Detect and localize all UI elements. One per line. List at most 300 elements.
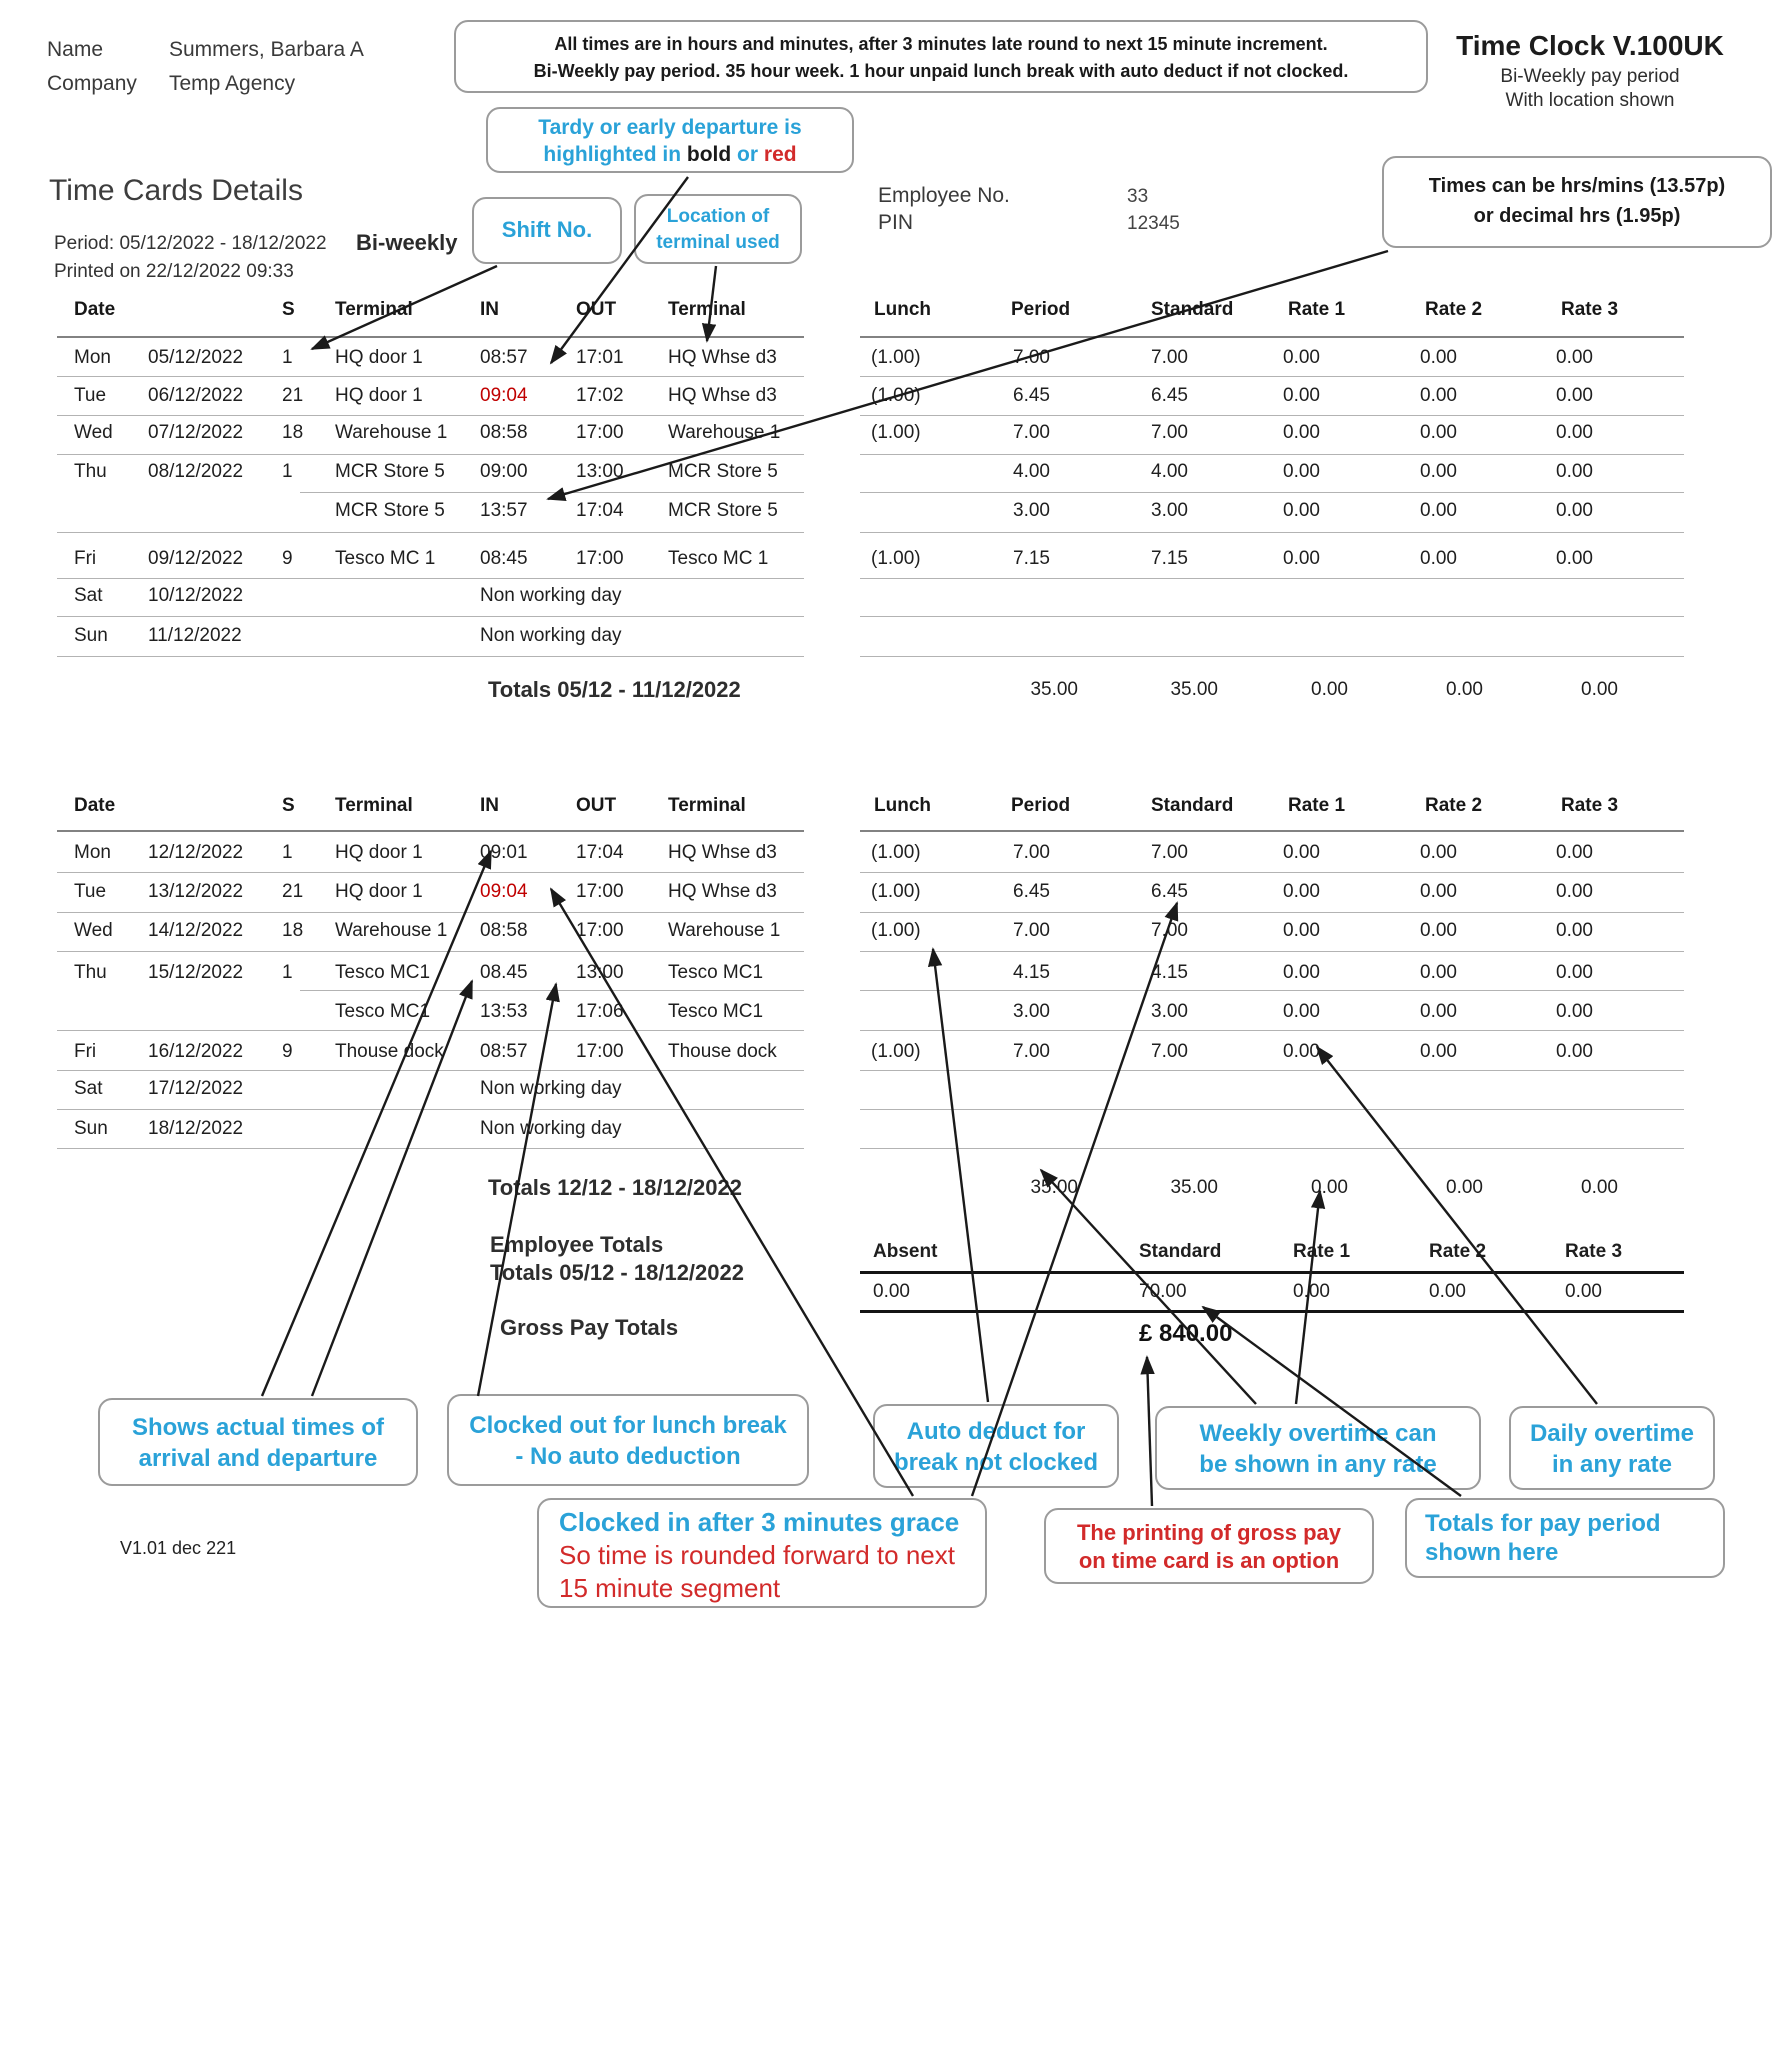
shift-cell: 18 (282, 920, 304, 941)
period-cell: 7.00 (1013, 920, 1050, 941)
table-row (0, 459, 1775, 485)
in-cell: 13:53 (480, 1001, 528, 1022)
rate2-cell: 0.00 (1420, 842, 1457, 863)
grace-callout (537, 1498, 987, 1608)
col-rate2: Rate 2 (1425, 795, 1483, 816)
table-row (0, 960, 1775, 986)
totals-rate3: 0.00 (1581, 1177, 1618, 1198)
in-cell-late: 09:04 (480, 385, 528, 406)
table-row (0, 879, 1775, 905)
period-cell: 7.00 (1013, 422, 1050, 443)
app-title: Time Clock V.100UK (1456, 30, 1724, 61)
col-in: IN (480, 795, 499, 816)
table-divider (860, 492, 1684, 493)
table-row (0, 840, 1775, 866)
times-format-line1: Times can be hrs/mins (13.57p) (1428, 175, 1726, 197)
table-divider (860, 578, 1684, 579)
company-label: Company (47, 72, 137, 95)
table-divider (57, 830, 804, 832)
standard-cell: 6.45 (1151, 881, 1188, 902)
col-s: S (282, 795, 295, 816)
tardy-callout (486, 107, 854, 173)
rate3-cell: 0.00 (1556, 422, 1593, 443)
table-row (0, 918, 1775, 944)
totals-standard: 35.00 (1170, 679, 1218, 700)
col-in: IN (480, 299, 499, 320)
terminal-cell: Thouse dock (335, 1041, 444, 1062)
out-cell: 17:01 (576, 347, 624, 368)
date-cell: 06/12/2022 (148, 385, 244, 406)
shift-cell: 1 (282, 842, 293, 863)
table-divider (860, 376, 1684, 377)
out-cell: 13:00 (576, 962, 624, 983)
rate1-cell: 0.00 (1283, 1041, 1320, 1062)
table-divider (57, 951, 804, 952)
pin-label: PIN (878, 211, 914, 234)
table-divider (860, 336, 1684, 338)
out-cell: 17:06 (576, 1001, 624, 1022)
terminal2-cell: Tesco MC1 (668, 1001, 764, 1022)
gross-print-callout (1044, 1508, 1374, 1584)
nonworking-note: Non working day (480, 1078, 622, 1099)
rate2-cell: 0.00 (1420, 1001, 1457, 1022)
date-cell: 13/12/2022 (148, 881, 244, 902)
terminal-cell: Warehouse 1 (335, 422, 448, 443)
week2-header-row (0, 793, 1775, 819)
rate1-col: Rate 1 (1293, 1241, 1351, 1262)
rate3-cell: 0.00 (1556, 842, 1593, 863)
standard-cell: 4.15 (1151, 962, 1188, 983)
rate1-cell: 0.00 (1283, 461, 1320, 482)
rate2-cell: 0.00 (1420, 881, 1457, 902)
week1-totals-row (0, 677, 1775, 703)
grace-line1: Clocked in after 3 minutes grace (559, 1507, 960, 1537)
rate3-cell: 0.00 (1556, 962, 1593, 983)
shift-cell: 9 (282, 548, 293, 569)
day-cell: Mon (74, 347, 111, 368)
col-out: OUT (576, 299, 617, 320)
table-divider (860, 1030, 1684, 1031)
day-cell: Mon (74, 842, 111, 863)
terminal-cell: Warehouse 1 (335, 920, 448, 941)
rate2-cell: 0.00 (1420, 962, 1457, 983)
location-line2: terminal used (656, 232, 780, 253)
totals-rule (860, 1271, 1684, 1274)
table-divider (860, 616, 1684, 617)
rate1-cell: 0.00 (1283, 962, 1320, 983)
in-cell: 08:57 (480, 347, 528, 368)
terminal2-cell: HQ Whse d3 (668, 385, 777, 406)
terminal-cell: HQ door 1 (335, 842, 423, 863)
table-divider (860, 532, 1684, 533)
rate2-col: Rate 2 (1429, 1241, 1487, 1262)
shift-cell: 1 (282, 347, 293, 368)
table-divider (860, 951, 1684, 952)
terminal-cell: Tesco MC1 (335, 1001, 431, 1022)
in-cell: 08:58 (480, 920, 528, 941)
terminal2-cell: HQ Whse d3 (668, 842, 777, 863)
lunch-cell: (1.00) (871, 1041, 921, 1062)
terminal-cell: HQ door 1 (335, 385, 423, 406)
rate2-value: 0.00 (1429, 1281, 1466, 1302)
col-period: Period (1011, 299, 1071, 320)
lunch-cell: (1.00) (871, 548, 921, 569)
period-cell: 7.00 (1013, 347, 1050, 368)
period-cell: 6.45 (1013, 385, 1050, 406)
nonworking-note: Non working day (480, 585, 622, 606)
in-cell: 13:57 (480, 500, 528, 521)
standard-cell: 7.00 (1151, 920, 1188, 941)
date-cell: 10/12/2022 (148, 585, 244, 606)
col-rate3: Rate 3 (1561, 795, 1619, 816)
date-cell: 05/12/2022 (148, 347, 244, 368)
table-divider (860, 872, 1684, 873)
totals-here-line2: shown here (1425, 1539, 1559, 1566)
table-row (0, 345, 1775, 371)
table-divider (57, 1148, 804, 1149)
table-divider (57, 1070, 804, 1071)
totals-rate2: 0.00 (1446, 679, 1483, 700)
terminal2-cell: Thouse dock (668, 1041, 777, 1062)
auto-deduct-line2: break not clocked (893, 1449, 1099, 1476)
col-date: Date (74, 795, 116, 816)
report-frequency: Bi-weekly (356, 230, 458, 255)
rate1-cell: 0.00 (1283, 422, 1320, 443)
totals-rate2: 0.00 (1446, 1177, 1483, 1198)
period-cell: 6.45 (1013, 881, 1050, 902)
report-printed: Printed on 22/12/2022 09:33 (54, 261, 294, 282)
table-divider (860, 454, 1684, 455)
col-rate3: Rate 3 (1561, 299, 1619, 320)
date-cell: 15/12/2022 (148, 962, 244, 983)
day-cell: Fri (74, 548, 97, 569)
table-divider (860, 1070, 1684, 1071)
table-divider (57, 1030, 804, 1031)
name-value: Summers, Barbara A (169, 38, 364, 61)
col-standard: Standard (1151, 299, 1234, 320)
table-divider (860, 830, 1684, 832)
table-row (0, 1039, 1775, 1065)
table-divider (860, 990, 1684, 991)
table-divider (57, 1109, 804, 1110)
totals-standard: 35.00 (1170, 1177, 1218, 1198)
terminal-cell: Tesco MC1 (335, 962, 431, 983)
gross-pay-totals-label: Gross Pay Totals (500, 1315, 679, 1340)
period-cell: 3.00 (1013, 500, 1050, 521)
actual-times-line1: Shows actual times of (131, 1414, 385, 1441)
terminal-cell: MCR Store 5 (335, 461, 445, 482)
rate1-cell: 0.00 (1283, 500, 1320, 521)
lunch-cell: (1.00) (871, 881, 921, 902)
rate1-cell: 0.00 (1283, 881, 1320, 902)
totals-period: 35.00 (1030, 1177, 1078, 1198)
table-divider (860, 656, 1684, 657)
in-cell: 09:01 (480, 842, 528, 863)
terminal2-cell: Warehouse 1 (668, 422, 781, 443)
col-rate1: Rate 1 (1288, 795, 1346, 816)
rate3-col: Rate 3 (1565, 1241, 1623, 1262)
location-callout (634, 194, 802, 264)
col-standard: Standard (1151, 795, 1234, 816)
rate3-cell: 0.00 (1556, 500, 1593, 521)
table-row-continuation (0, 999, 1775, 1025)
table-divider (57, 454, 804, 455)
in-cell: 08.45 (480, 962, 528, 983)
terminal-cell: MCR Store 5 (335, 500, 445, 521)
report-period: Period: 05/12/2022 - 18/12/2022 (54, 233, 327, 254)
tardy-prefix: highlighted in (543, 143, 687, 166)
lunch-cell: (1.00) (871, 347, 921, 368)
standard-value: 70.00 (1139, 1281, 1187, 1302)
table-row (0, 546, 1775, 572)
clocked-out-callout (447, 1394, 809, 1486)
table-row-continuation (0, 498, 1775, 524)
out-cell: 17:00 (576, 1041, 624, 1062)
day-cell: Sat (74, 1078, 103, 1099)
in-cell: 08:45 (480, 548, 528, 569)
rate2-cell: 0.00 (1420, 548, 1457, 569)
out-cell: 17:02 (576, 385, 624, 406)
col-rate1: Rate 1 (1288, 299, 1346, 320)
shift-cell: 21 (282, 385, 304, 406)
table-row (0, 420, 1775, 446)
totals-period: 35.00 (1030, 679, 1078, 700)
period-cell: 3.00 (1013, 1001, 1050, 1022)
rate2-cell: 0.00 (1420, 500, 1457, 521)
table-row-nonworking (0, 1116, 1775, 1142)
times-format-line2: or decimal hrs (1.95p) (1473, 205, 1681, 227)
employee-totals-title: Employee Totals (490, 1232, 664, 1257)
rate3-cell: 0.00 (1556, 881, 1593, 902)
table-row-nonworking (0, 583, 1775, 609)
table-row-nonworking (0, 623, 1775, 649)
pin-value: 12345 (1127, 213, 1180, 234)
times-format-callout (1382, 156, 1772, 248)
terminal2-cell: Warehouse 1 (668, 920, 781, 941)
totals-rate3: 0.00 (1581, 679, 1618, 700)
day-cell: Thu (74, 461, 107, 482)
date-cell: 17/12/2022 (148, 1078, 244, 1099)
col-s: S (282, 299, 295, 320)
col-terminal2: Terminal (668, 795, 746, 816)
tardy-line1: Tardy or early departure is (538, 116, 802, 139)
date-cell: 11/12/2022 (148, 625, 242, 646)
rate3-cell: 0.00 (1556, 1001, 1593, 1022)
table-divider (860, 1109, 1684, 1110)
col-terminal2: Terminal (668, 299, 746, 320)
day-cell: Tue (74, 385, 107, 406)
date-cell: 12/12/2022 (148, 842, 244, 863)
col-rate2: Rate 2 (1425, 299, 1483, 320)
terminal-cell: HQ door 1 (335, 881, 423, 902)
day-cell: Tue (74, 881, 107, 902)
daily-overtime-line1: Daily overtime (1529, 1420, 1695, 1447)
auto-deduct-line1: Auto deduct for (906, 1418, 1086, 1445)
shift-cell: 1 (282, 461, 293, 482)
table-divider (300, 492, 804, 493)
col-date: Date (74, 299, 116, 320)
terminal2-cell: Tesco MC1 (668, 962, 764, 983)
table-divider (57, 376, 804, 377)
employee-totals-range: Totals 05/12 - 18/12/2022 (490, 1260, 744, 1285)
lunch-cell: (1.00) (871, 385, 921, 406)
day-cell: Sun (74, 625, 108, 646)
rate3-cell: 0.00 (1556, 1041, 1593, 1062)
tardy-red-word: red (763, 143, 797, 166)
out-cell: 17:00 (576, 422, 624, 443)
lunch-cell: (1.00) (871, 422, 921, 443)
day-cell: Wed (74, 920, 113, 941)
terminal2-cell: MCR Store 5 (668, 461, 778, 482)
standard-cell: 3.00 (1151, 500, 1188, 521)
actual-times-callout (98, 1398, 418, 1486)
table-divider (57, 415, 804, 416)
shift-cell: 1 (282, 962, 293, 983)
table-divider (57, 656, 804, 657)
standard-cell: 6.45 (1151, 385, 1188, 406)
day-cell: Sun (74, 1118, 108, 1139)
totals-here-callout (1405, 1498, 1725, 1578)
in-cell: 08:57 (480, 1041, 528, 1062)
rate1-cell: 0.00 (1283, 347, 1320, 368)
clocked-out-line1: Clocked out for lunch break (469, 1412, 787, 1439)
totals-rate1: 0.00 (1311, 679, 1348, 700)
weekly-overtime-callout (1155, 1406, 1481, 1490)
shift-cell: 18 (282, 422, 304, 443)
day-cell: Fri (74, 1041, 97, 1062)
terminal2-cell: HQ Whse d3 (668, 347, 777, 368)
period-cell: 4.00 (1013, 461, 1050, 482)
standard-cell: 7.15 (1151, 548, 1188, 569)
employee-no-value: 33 (1127, 186, 1149, 207)
table-divider (57, 578, 804, 579)
date-cell: 18/12/2022 (148, 1118, 244, 1139)
col-lunch: Lunch (874, 795, 931, 816)
table-divider (57, 616, 804, 617)
date-cell: 14/12/2022 (148, 920, 244, 941)
tardy-or-word: or (731, 143, 764, 166)
week1-header-row (0, 297, 1775, 323)
location-line1: Location of (666, 206, 770, 227)
terminal2-cell: Tesco MC 1 (668, 548, 769, 569)
date-cell: 07/12/2022 (148, 422, 244, 443)
rate1-value: 0.00 (1293, 1281, 1330, 1302)
table-divider (57, 336, 804, 338)
app-subtitle-2: With location shown (1505, 90, 1675, 111)
rate3-cell: 0.00 (1556, 347, 1593, 368)
clocked-out-line2: - No auto deduction (515, 1443, 741, 1470)
col-lunch: Lunch (874, 299, 931, 320)
rate1-cell: 0.00 (1283, 385, 1320, 406)
table-divider (860, 912, 1684, 913)
absent-col: Absent (873, 1241, 938, 1262)
terminal2-cell: HQ Whse d3 (668, 881, 777, 902)
totals-here-line1: Totals for pay period (1425, 1510, 1661, 1537)
table-divider (57, 912, 804, 913)
table-divider (300, 990, 804, 991)
shift-cell: 9 (282, 1041, 293, 1062)
nonworking-note: Non working day (480, 625, 622, 646)
report-title: Time Cards Details (49, 174, 303, 207)
week2-totals-label: Totals 12/12 - 18/12/2022 (488, 1175, 742, 1200)
table-divider (57, 532, 804, 533)
rate3-cell: 0.00 (1556, 920, 1593, 941)
terminal-cell: Tesco MC 1 (335, 548, 436, 569)
shift-cell: 21 (282, 881, 304, 902)
version-text: V1.01 dec 221 (120, 1538, 237, 1558)
rate2-cell: 0.00 (1420, 920, 1457, 941)
table-divider (57, 872, 804, 873)
week1-totals-label: Totals 05/12 - 11/12/2022 (488, 677, 741, 702)
shift-no-callout (472, 197, 622, 264)
day-cell: Sat (74, 585, 103, 606)
out-cell: 17:00 (576, 548, 624, 569)
grace-line2: So time is rounded forward to next (559, 1540, 955, 1570)
rate3-cell: 0.00 (1556, 548, 1593, 569)
out-cell: 17:04 (576, 500, 624, 521)
period-cell: 7.00 (1013, 842, 1050, 863)
standard-cell: 7.00 (1151, 422, 1188, 443)
terminal2-cell: MCR Store 5 (668, 500, 778, 521)
period-cell: 7.00 (1013, 1041, 1050, 1062)
rate3-value: 0.00 (1565, 1281, 1602, 1302)
grace-line3: 15 minute segment (559, 1573, 781, 1603)
col-period: Period (1011, 795, 1071, 816)
out-cell: 13:00 (576, 461, 624, 482)
in-cell: 09:00 (480, 461, 528, 482)
date-cell: 08/12/2022 (148, 461, 244, 482)
employee-totals-values-row (0, 1279, 1775, 1305)
nonworking-note: Non working day (480, 1118, 622, 1139)
daily-overtime-line2: in any rate (1551, 1451, 1673, 1478)
table-row (0, 383, 1775, 409)
standard-col: Standard (1139, 1241, 1222, 1262)
period-cell: 7.15 (1013, 548, 1050, 569)
out-cell: 17:04 (576, 842, 624, 863)
arrow-gross-print (1147, 1357, 1152, 1506)
out-cell: 17:00 (576, 881, 624, 902)
rate2-cell: 0.00 (1420, 422, 1457, 443)
rate1-cell: 0.00 (1283, 1001, 1320, 1022)
gross-print-line2: on time card is an option (1078, 1548, 1340, 1573)
terminal-cell: HQ door 1 (335, 347, 423, 368)
rate2-cell: 0.00 (1420, 461, 1457, 482)
absent-value: 0.00 (873, 1281, 910, 1302)
rate1-cell: 0.00 (1283, 920, 1320, 941)
top-note-callout (454, 20, 1428, 93)
table-row-nonworking (0, 1076, 1775, 1102)
company-value: Temp Agency (169, 72, 296, 95)
name-label: Name (47, 38, 104, 61)
out-cell: 17:00 (576, 920, 624, 941)
standard-cell: 7.00 (1151, 842, 1188, 863)
gross-print-line1: The printing of gross pay (1076, 1520, 1341, 1545)
employee-totals-header-row (0, 1239, 1775, 1265)
date-cell: 16/12/2022 (148, 1041, 244, 1062)
col-terminal: Terminal (335, 795, 413, 816)
top-note-line2: Bi-Weekly pay period. 35 hour week. 1 hour unpaid lunch break with auto deduct if not clocked. (533, 61, 1349, 81)
day-cell: Wed (74, 422, 113, 443)
table-divider (860, 1148, 1684, 1149)
table-divider (860, 415, 1684, 416)
rate1-cell: 0.00 (1283, 842, 1320, 863)
rate2-cell: 0.00 (1420, 1041, 1457, 1062)
rate3-cell: 0.00 (1556, 461, 1593, 482)
in-cell: 08:58 (480, 422, 528, 443)
shift-no-label: Shift No. (501, 217, 593, 242)
employee-no-label: Employee No. (878, 184, 1010, 207)
totals-rate1: 0.00 (1311, 1177, 1348, 1198)
